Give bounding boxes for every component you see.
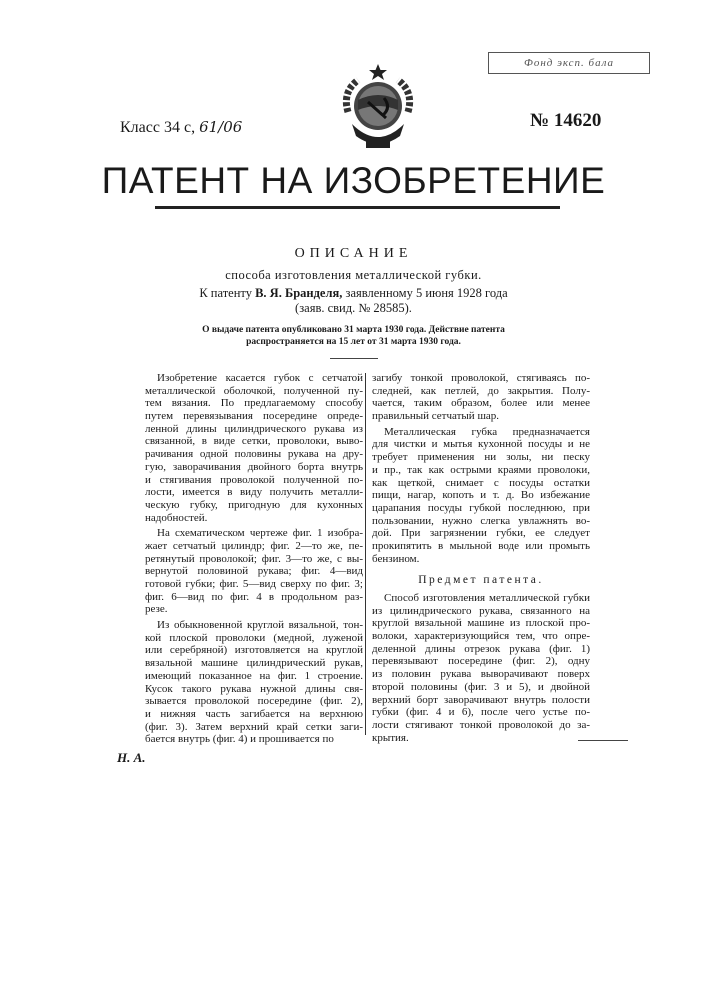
paragraph — [145, 372, 363, 524]
text-line: следней, как петлей, до закрытия. Полу- — [372, 385, 590, 398]
text-line: и стягивания проволокой полученной по- — [145, 474, 363, 487]
section-divider — [330, 358, 378, 359]
archive-stamp: Фонд эксп. бала — [488, 52, 650, 74]
paragraph — [145, 619, 363, 746]
text-line: правильный сетчатый шар. — [372, 410, 590, 423]
patent-class — [120, 118, 242, 137]
text-line: зывается проволокой посередине (фиг. 2), — [145, 695, 363, 708]
text-line: жает сетчатый цилиндр; фиг. 2—то же, пе- — [145, 540, 363, 553]
text-line: пользовании, нужно слегка увлажнять во- — [372, 515, 590, 528]
text-line: имеющий показанное на фиг. 1 строение. — [145, 670, 363, 683]
text-line: путем перевязывания посередине опреде- — [145, 410, 363, 423]
text-line: На схематическом чертеже фиг. 1 изобра- — [145, 527, 363, 540]
application-number: (заяв. свид. № 28585). — [0, 301, 707, 316]
text-line: тем вязания. По предлагаемому способу — [145, 397, 363, 410]
author-name: В. Я. Бранделя, — [255, 286, 342, 300]
publication-line: О выдаче патента опубликовано 31 марта 1930 года. Действие патента — [0, 324, 707, 336]
text-line: как щеткой, снимает с посуды остатки — [372, 477, 590, 490]
text-line: загибу тонкой проволокой, стягиваясь по- — [372, 372, 590, 385]
text-line: губки (фиг. 4 и 6), после чего устье по- — [372, 706, 590, 719]
text-line: вернутой половиной рукава; фиг. 4—вид — [145, 565, 363, 578]
author-suffix: заявленному 5 июня 1928 года — [342, 286, 507, 300]
text-line: Изобретение касается губок с сетчатой — [145, 372, 363, 385]
text-line: чается, таким образом, более или менее — [372, 397, 590, 410]
text-line: надобностей. — [145, 512, 363, 525]
publication-line: распространяется на 15 лет от 31 марта 1930 года. — [0, 336, 707, 348]
text-line: требует применения ни золы, ни песку — [372, 451, 590, 464]
text-line: Металлическая губка предназначается — [372, 426, 590, 439]
text-line: круглой вязальной машине из плоской про- — [372, 617, 590, 630]
text-line: прокипятить в мыльной воде или промыть — [372, 540, 590, 553]
left-column — [145, 372, 363, 746]
end-divider — [578, 740, 628, 741]
paragraph — [372, 426, 590, 566]
description-heading: ОПИСАНИЕ — [0, 246, 707, 262]
page-title: ПАТЕНТ НА ИЗОБРЕТЕНИЕ — [0, 160, 707, 202]
text-line: и нижняя часть загибается на верхнюю — [145, 708, 363, 721]
text-line: из цилиндрического рукава, связанного на — [372, 605, 590, 618]
column-divider — [365, 373, 366, 735]
text-line: ретянутый проволокой; фиг. 3—то же, с вы- — [145, 553, 363, 566]
text-line: перевязывают посередине (фиг. 2), одну — [372, 655, 590, 668]
text-line: дой. При загрязнении губки, ее следует — [372, 527, 590, 540]
text-line: верхний борт заворачивают внутрь полости — [372, 694, 590, 707]
initials: Н. А. — [117, 750, 146, 766]
patent-number: № 14620 — [530, 110, 601, 132]
text-line: связанной, в виде сетки, проволоки, выво- — [145, 435, 363, 448]
text-line: лости, имеется в виду получить металли- — [145, 486, 363, 499]
text-line: пищи, нагар, копоть и т. д. Во избежание — [372, 489, 590, 502]
text-line: царапания посуды губкой последнюю, при — [372, 502, 590, 515]
text-line: металлической оболочкой, полученной пу- — [145, 385, 363, 398]
title-divider — [155, 206, 560, 209]
state-emblem-icon — [336, 62, 420, 152]
class-label: Класс 34 с, — [120, 119, 195, 136]
text-line: фиг. 6—вид по фиг. 4 в продольном раз- — [145, 591, 363, 604]
text-line: ческую губку, пригодную для кухонных — [145, 499, 363, 512]
text-line: вязальной машине цилиндрический рукав, — [145, 657, 363, 670]
author-block — [0, 286, 707, 316]
text-line: бается внутрь (фиг. 4) и прошивается по — [145, 733, 363, 746]
text-line: волоки, характеризующийся тем, что опре- — [372, 630, 590, 643]
description-subtitle: способа изготовления металлической губки. — [0, 268, 707, 283]
text-line: для чистки и мытья кухонной посуды и не — [372, 438, 590, 451]
paragraph — [372, 592, 590, 744]
text-line: (фиг. 3). Затем верхний край сетки заги- — [145, 721, 363, 734]
paragraph — [145, 527, 363, 616]
text-line: Способ изготовления металлической губки — [372, 592, 590, 605]
text-line: или серебряной) изготовляется на круглой — [145, 644, 363, 657]
text-line: гую, заворачивания двойного борта внутрь — [145, 461, 363, 474]
author-prefix: К патенту — [199, 286, 255, 300]
text-line: кой плоской проволоки (медной, луженой — [145, 632, 363, 645]
text-line: из половин рукава выворачивают поверх — [372, 668, 590, 681]
class-handwritten: 61/06 — [199, 118, 242, 136]
text-line: резе. — [145, 603, 363, 616]
section-heading: Предмет патента. — [372, 574, 590, 587]
text-line: второй половины (фиг. 3 и 5), и двойной — [372, 681, 590, 694]
paragraph — [372, 372, 590, 423]
text-line: крытия. — [372, 732, 590, 745]
text-line: готовой губки; фиг. 5—вид сверху по фиг. 3; — [145, 578, 363, 591]
text-line: Кусок такого рукава нужной длины свя- — [145, 683, 363, 696]
text-line: деленной длины отрезок рукава (фиг. 1) — [372, 643, 590, 656]
text-line: рачивания одной половины рукава на дру- — [145, 448, 363, 461]
text-line: ленной длины цилиндрического рукава из — [145, 423, 363, 436]
text-line: и пр., так как острыми краями проволоки, — [372, 464, 590, 477]
text-line: лости стягивают тонкой проволокой до за- — [372, 719, 590, 732]
text-line: Из обыкновенной круглой вязальной, тон- — [145, 619, 363, 632]
right-column — [372, 372, 590, 744]
publication-note — [0, 324, 707, 348]
text-line: бензином. — [372, 553, 590, 566]
